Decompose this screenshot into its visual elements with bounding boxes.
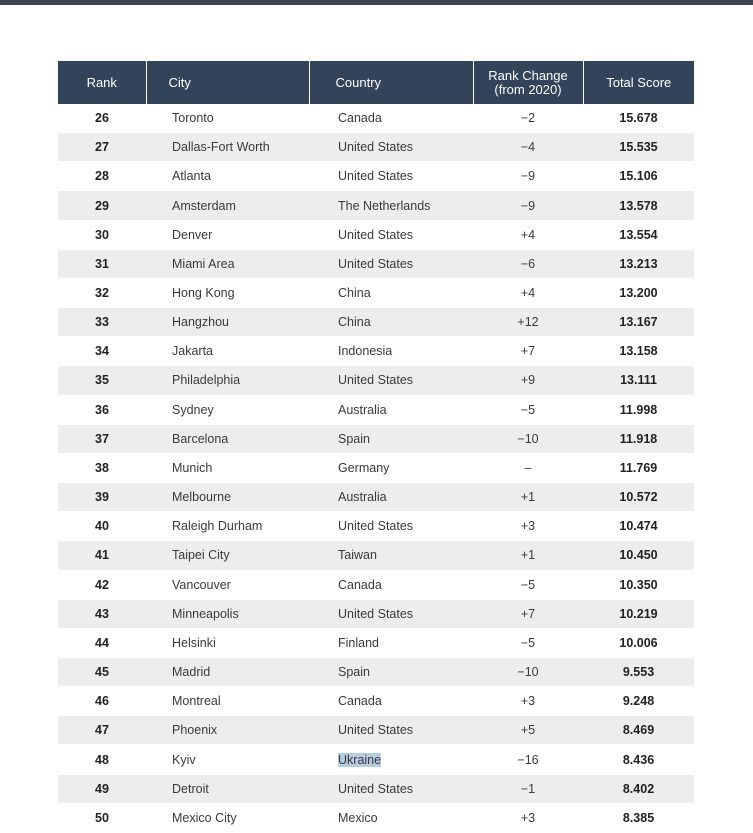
rank-change-cell (473, 249, 583, 278)
total-score-cell-text: 15.106 (619, 169, 658, 184)
rank-change-cell-text: +9 (520, 373, 536, 388)
city-cell (146, 745, 309, 774)
rank-cell-text: 35 (95, 373, 109, 388)
header-rank-change (473, 61, 583, 104)
header-rank-change-line2: (from 2020) (494, 81, 562, 97)
city-cell (146, 366, 309, 395)
country-cell-text: Spain (338, 431, 370, 446)
city-cell-text: Vancouver (172, 577, 231, 592)
city-cell (146, 191, 309, 220)
table-row (58, 687, 694, 716)
rank-cell (58, 687, 146, 716)
rank-change-cell (473, 308, 583, 337)
table-row (58, 803, 694, 832)
total-score-cell (583, 366, 694, 395)
city-cell-text: Detroit (172, 781, 209, 796)
rank-change-cell (473, 599, 583, 628)
city-cell-text: Raleigh Durham (172, 519, 263, 534)
rank-cell (58, 774, 146, 803)
rank-change-cell-text: +5 (520, 723, 536, 738)
rank-cell-text: 30 (95, 227, 109, 242)
country-cell-text: The Netherlands (338, 198, 431, 213)
country-cell-text: Mexico (338, 810, 378, 825)
rank-change-cell-text: +3 (520, 519, 536, 534)
city-cell-text: Atlanta (172, 169, 211, 184)
rank-change-cell-text: +4 (520, 227, 536, 242)
header-country: Country (309, 61, 473, 104)
table-row (58, 628, 694, 657)
country-cell-text: United States (338, 140, 414, 155)
total-score-cell (583, 424, 694, 453)
city-cell (146, 803, 309, 832)
total-score-cell-text: 10.350 (619, 577, 658, 592)
rank-cell (58, 104, 146, 133)
city-cell-text: Hong Kong (172, 286, 235, 301)
total-score-cell (583, 337, 694, 366)
rank-change-cell (473, 133, 583, 162)
total-score-cell (583, 395, 694, 424)
total-score-cell (583, 278, 694, 307)
rank-cell-text: 37 (95, 431, 109, 446)
rank-change-cell (473, 687, 583, 716)
rank-change-cell-text: +3 (520, 694, 536, 709)
city-cell-text: Taipei City (172, 548, 230, 563)
table-row (58, 453, 694, 482)
country-cell (309, 803, 473, 832)
rank-change-cell (473, 220, 583, 249)
rank-change-cell (473, 541, 583, 570)
total-score-cell (583, 716, 694, 745)
rank-change-cell (473, 278, 583, 307)
table-row (58, 424, 694, 453)
table-row (58, 599, 694, 628)
rank-cell (58, 453, 146, 482)
table-row (58, 249, 694, 278)
total-score-cell-text: 13.578 (619, 198, 658, 213)
country-cell-text: Indonesia (338, 344, 393, 359)
table-row (58, 657, 694, 686)
rank-change-cell-text: +7 (520, 606, 536, 621)
country-cell (309, 395, 473, 424)
country-cell-text: Taiwan (338, 548, 377, 563)
top-border-bar (0, 0, 753, 5)
rank-cell (58, 424, 146, 453)
header-city: City (146, 61, 309, 104)
city-cell (146, 512, 309, 541)
country-cell-text: Canada (338, 577, 382, 592)
country-cell (309, 774, 473, 803)
country-cell-text: Canada (338, 694, 382, 709)
rank-cell-text: 34 (95, 344, 109, 359)
rank-change-cell-text: +12 (517, 315, 539, 330)
total-score-cell (583, 745, 694, 774)
rank-cell-text: 50 (95, 810, 109, 825)
city-cell (146, 104, 309, 133)
country-cell-text: Canada (338, 111, 382, 126)
total-score-cell-text: 8.469 (622, 723, 655, 738)
rank-change-cell (473, 191, 583, 220)
country-cell (309, 483, 473, 512)
rank-cell (58, 308, 146, 337)
rank-cell-text: 26 (95, 111, 109, 126)
country-cell (309, 745, 473, 774)
country-cell (309, 308, 473, 337)
rank-cell-text: 44 (95, 635, 109, 650)
rank-change-cell-text: +4 (520, 286, 536, 301)
country-cell-text: Finland (338, 635, 379, 650)
rank-change-cell (473, 774, 583, 803)
country-cell (309, 599, 473, 628)
total-score-cell (583, 308, 694, 337)
country-cell (309, 162, 473, 191)
city-cell (146, 337, 309, 366)
city-cell-text: Minneapolis (172, 606, 239, 621)
city-cell-text: Melbourne (172, 490, 232, 505)
rank-change-cell (473, 803, 583, 832)
country-cell-text: United States (338, 519, 414, 534)
country-cell (309, 628, 473, 657)
country-cell-text: China (338, 315, 371, 330)
city-cell-text: Sydney (172, 402, 214, 417)
country-cell (309, 133, 473, 162)
city-cell (146, 308, 309, 337)
total-score-cell-text: 10.006 (619, 635, 658, 650)
rank-change-cell (473, 424, 583, 453)
rank-cell-text: 47 (95, 723, 109, 738)
city-cell (146, 599, 309, 628)
selected-country-text: Ukraine (338, 752, 382, 767)
table-row (58, 133, 694, 162)
rank-cell-text: 32 (95, 286, 109, 301)
total-score-cell (583, 191, 694, 220)
table-row (58, 278, 694, 307)
total-score-cell (583, 628, 694, 657)
rank-cell (58, 541, 146, 570)
city-cell-text: Amsterdam (172, 198, 236, 213)
rank-cell-text: 43 (95, 606, 109, 621)
rank-change-cell-text: +1 (520, 548, 536, 563)
rank-cell-text: 38 (95, 460, 109, 475)
table-row (58, 337, 694, 366)
total-score-cell (583, 774, 694, 803)
rank-cell (58, 512, 146, 541)
rank-change-cell-text: −6 (520, 256, 536, 271)
rank-change-cell-text: −2 (520, 111, 536, 126)
table-row (58, 366, 694, 395)
rank-cell-text: 40 (95, 519, 109, 534)
rank-change-cell-text: −9 (520, 198, 536, 213)
total-score-cell-text: 8.402 (622, 781, 655, 796)
city-cell-text: Philadelphia (172, 373, 241, 388)
rank-cell-text: 48 (95, 752, 109, 767)
city-cell-text: Munich (172, 460, 213, 475)
rank-cell (58, 191, 146, 220)
rank-change-cell (473, 745, 583, 774)
total-score-cell-text: 10.450 (619, 548, 658, 563)
rank-change-cell (473, 657, 583, 686)
city-cell (146, 716, 309, 745)
city-cell-text: Dallas-Fort Worth (172, 140, 270, 155)
rank-cell-text: 36 (95, 402, 109, 417)
table-row (58, 541, 694, 570)
city-cell (146, 541, 309, 570)
total-score-cell (583, 220, 694, 249)
city-cell (146, 483, 309, 512)
rank-change-cell-text: −5 (520, 635, 536, 650)
country-cell (309, 453, 473, 482)
city-cell (146, 687, 309, 716)
rank-cell (58, 628, 146, 657)
city-cell (146, 220, 309, 249)
table-row (58, 395, 694, 424)
rank-change-cell (473, 716, 583, 745)
total-score-cell-text: 13.167 (619, 315, 658, 330)
rank-cell-text: 28 (95, 169, 109, 184)
rank-change-cell-text: −9 (520, 169, 536, 184)
city-cell-text: Montreal (172, 694, 221, 709)
total-score-cell (583, 541, 694, 570)
city-cell-text: Barcelona (172, 431, 229, 446)
city-cell (146, 162, 309, 191)
country-cell-text: United States (338, 723, 414, 738)
country-cell-text: United States (338, 606, 414, 621)
total-score-cell-text: 8.385 (622, 810, 655, 825)
country-cell (309, 541, 473, 570)
city-cell (146, 395, 309, 424)
city-cell (146, 570, 309, 599)
total-score-cell (583, 657, 694, 686)
header-rank-change-line1: Rank Change (488, 67, 568, 83)
country-cell (309, 366, 473, 395)
country-cell-text: Germany (338, 460, 390, 475)
rank-change-cell (473, 337, 583, 366)
table-row (58, 745, 694, 774)
total-score-cell-text: 13.200 (619, 286, 658, 301)
city-cell-text: Kyiv (172, 752, 196, 767)
rank-cell-text: 49 (95, 781, 109, 796)
rank-change-cell-text: −10 (517, 665, 539, 680)
rank-cell-text: 39 (95, 490, 109, 505)
total-score-cell-text: 11.769 (619, 460, 658, 475)
rank-change-cell (473, 512, 583, 541)
rank-cell (58, 249, 146, 278)
country-cell (309, 104, 473, 133)
total-score-cell-text: 13.554 (619, 227, 658, 242)
total-score-cell (583, 483, 694, 512)
rank-cell (58, 395, 146, 424)
total-score-cell-text: 13.213 (619, 256, 658, 271)
rank-change-cell (473, 453, 583, 482)
country-cell-text: United States (338, 227, 414, 242)
total-score-cell-text: 9.248 (622, 694, 655, 709)
city-cell-text: Toronto (172, 111, 214, 126)
total-score-cell-text: 10.219 (619, 606, 658, 621)
city-cell-text: Mexico City (172, 810, 237, 825)
country-cell-text: United States (338, 169, 414, 184)
country-cell (309, 220, 473, 249)
total-score-cell-text: 15.678 (619, 111, 658, 126)
rank-cell-text: 41 (95, 548, 109, 563)
rank-change-cell (473, 162, 583, 191)
city-cell-text: Miami Area (172, 256, 235, 271)
header-rank: Rank (58, 61, 146, 104)
country-cell-text: United States (338, 256, 414, 271)
city-cell (146, 249, 309, 278)
table-header (58, 61, 694, 104)
total-score-cell (583, 133, 694, 162)
header-total-score: Total Score (583, 61, 694, 104)
rank-change-cell-text: +1 (520, 490, 536, 505)
rank-change-cell (473, 570, 583, 599)
rank-change-cell-text: −1 (520, 781, 536, 796)
rank-change-cell-text: −4 (520, 140, 536, 155)
rank-cell-text: 31 (95, 256, 109, 271)
table-row (58, 483, 694, 512)
rank-change-cell (473, 366, 583, 395)
country-cell (309, 337, 473, 366)
rank-change-cell (473, 628, 583, 657)
table-row (58, 716, 694, 745)
rank-cell (58, 803, 146, 832)
total-score-cell-text: 13.158 (619, 344, 658, 359)
total-score-cell (583, 249, 694, 278)
city-cell-text: Madrid (172, 665, 211, 680)
rank-change-cell-text: −10 (517, 431, 539, 446)
table-row (58, 104, 694, 133)
country-cell (309, 657, 473, 686)
city-cell-text: Denver (172, 227, 213, 242)
country-cell (309, 687, 473, 716)
rank-cell (58, 133, 146, 162)
city-cell (146, 133, 309, 162)
total-score-cell (583, 453, 694, 482)
city-ranking-table (58, 61, 694, 833)
rank-cell (58, 483, 146, 512)
table-row (58, 512, 694, 541)
rank-cell-text: 29 (95, 198, 109, 213)
rank-cell (58, 716, 146, 745)
city-cell (146, 657, 309, 686)
city-cell-text: Helsinki (172, 635, 216, 650)
city-cell (146, 774, 309, 803)
table-row (58, 162, 694, 191)
country-cell-text: Australia (338, 490, 387, 505)
total-score-cell-text: 11.998 (619, 402, 658, 417)
total-score-cell-text: 13.111 (620, 373, 657, 388)
rank-cell-text: 33 (95, 315, 109, 330)
country-cell (309, 278, 473, 307)
rank-cell (58, 337, 146, 366)
country-cell (309, 716, 473, 745)
total-score-cell-text: 10.572 (619, 490, 658, 505)
country-cell (309, 512, 473, 541)
table-row (58, 220, 694, 249)
city-cell (146, 628, 309, 657)
country-cell (309, 191, 473, 220)
rank-change-cell-text: – (524, 460, 532, 475)
table-body (58, 104, 694, 832)
rank-change-cell-text: −16 (517, 752, 539, 767)
country-cell-text: Spain (338, 665, 370, 680)
rank-change-cell-text: −5 (520, 577, 536, 592)
total-score-cell-text: 8.436 (622, 752, 655, 767)
table-row (58, 191, 694, 220)
rank-cell (58, 220, 146, 249)
rank-cell (58, 599, 146, 628)
rank-change-cell (473, 104, 583, 133)
country-cell-text: United States (338, 781, 414, 796)
city-cell-text: Hangzhou (172, 315, 229, 330)
country-cell-text: United States (338, 373, 414, 388)
city-cell-text: Phoenix (172, 723, 218, 738)
rank-cell-text: 42 (95, 577, 109, 592)
rank-change-cell-text: +3 (520, 810, 536, 825)
total-score-cell-text: 10.474 (619, 519, 658, 534)
rank-change-cell (473, 395, 583, 424)
country-cell (309, 424, 473, 453)
rank-cell (58, 745, 146, 774)
total-score-cell (583, 512, 694, 541)
rank-change-cell (473, 483, 583, 512)
table-row (58, 308, 694, 337)
total-score-cell (583, 803, 694, 832)
city-cell (146, 453, 309, 482)
total-score-cell-text: 15.535 (619, 140, 658, 155)
rank-cell (58, 366, 146, 395)
city-cell-text: Jakarta (172, 344, 213, 359)
city-cell (146, 278, 309, 307)
total-score-cell (583, 162, 694, 191)
country-cell (309, 570, 473, 599)
rank-change-cell-text: +7 (520, 344, 536, 359)
city-cell (146, 424, 309, 453)
rank-cell-text: 27 (95, 140, 109, 155)
rank-cell (58, 278, 146, 307)
rank-cell (58, 570, 146, 599)
total-score-cell (583, 599, 694, 628)
country-cell-text: Australia (338, 402, 387, 417)
table-row (58, 570, 694, 599)
rank-cell (58, 162, 146, 191)
rank-cell-text: 46 (95, 694, 109, 709)
table-row (58, 774, 694, 803)
rank-cell-text: 45 (95, 665, 109, 680)
total-score-cell (583, 687, 694, 716)
total-score-cell-text: 11.918 (619, 431, 658, 446)
country-cell-text: China (338, 286, 371, 301)
country-cell (309, 249, 473, 278)
total-score-cell-text: 9.553 (622, 665, 655, 680)
rank-cell (58, 657, 146, 686)
rank-change-cell-text: −5 (520, 402, 536, 417)
total-score-cell (583, 104, 694, 133)
total-score-cell (583, 570, 694, 599)
